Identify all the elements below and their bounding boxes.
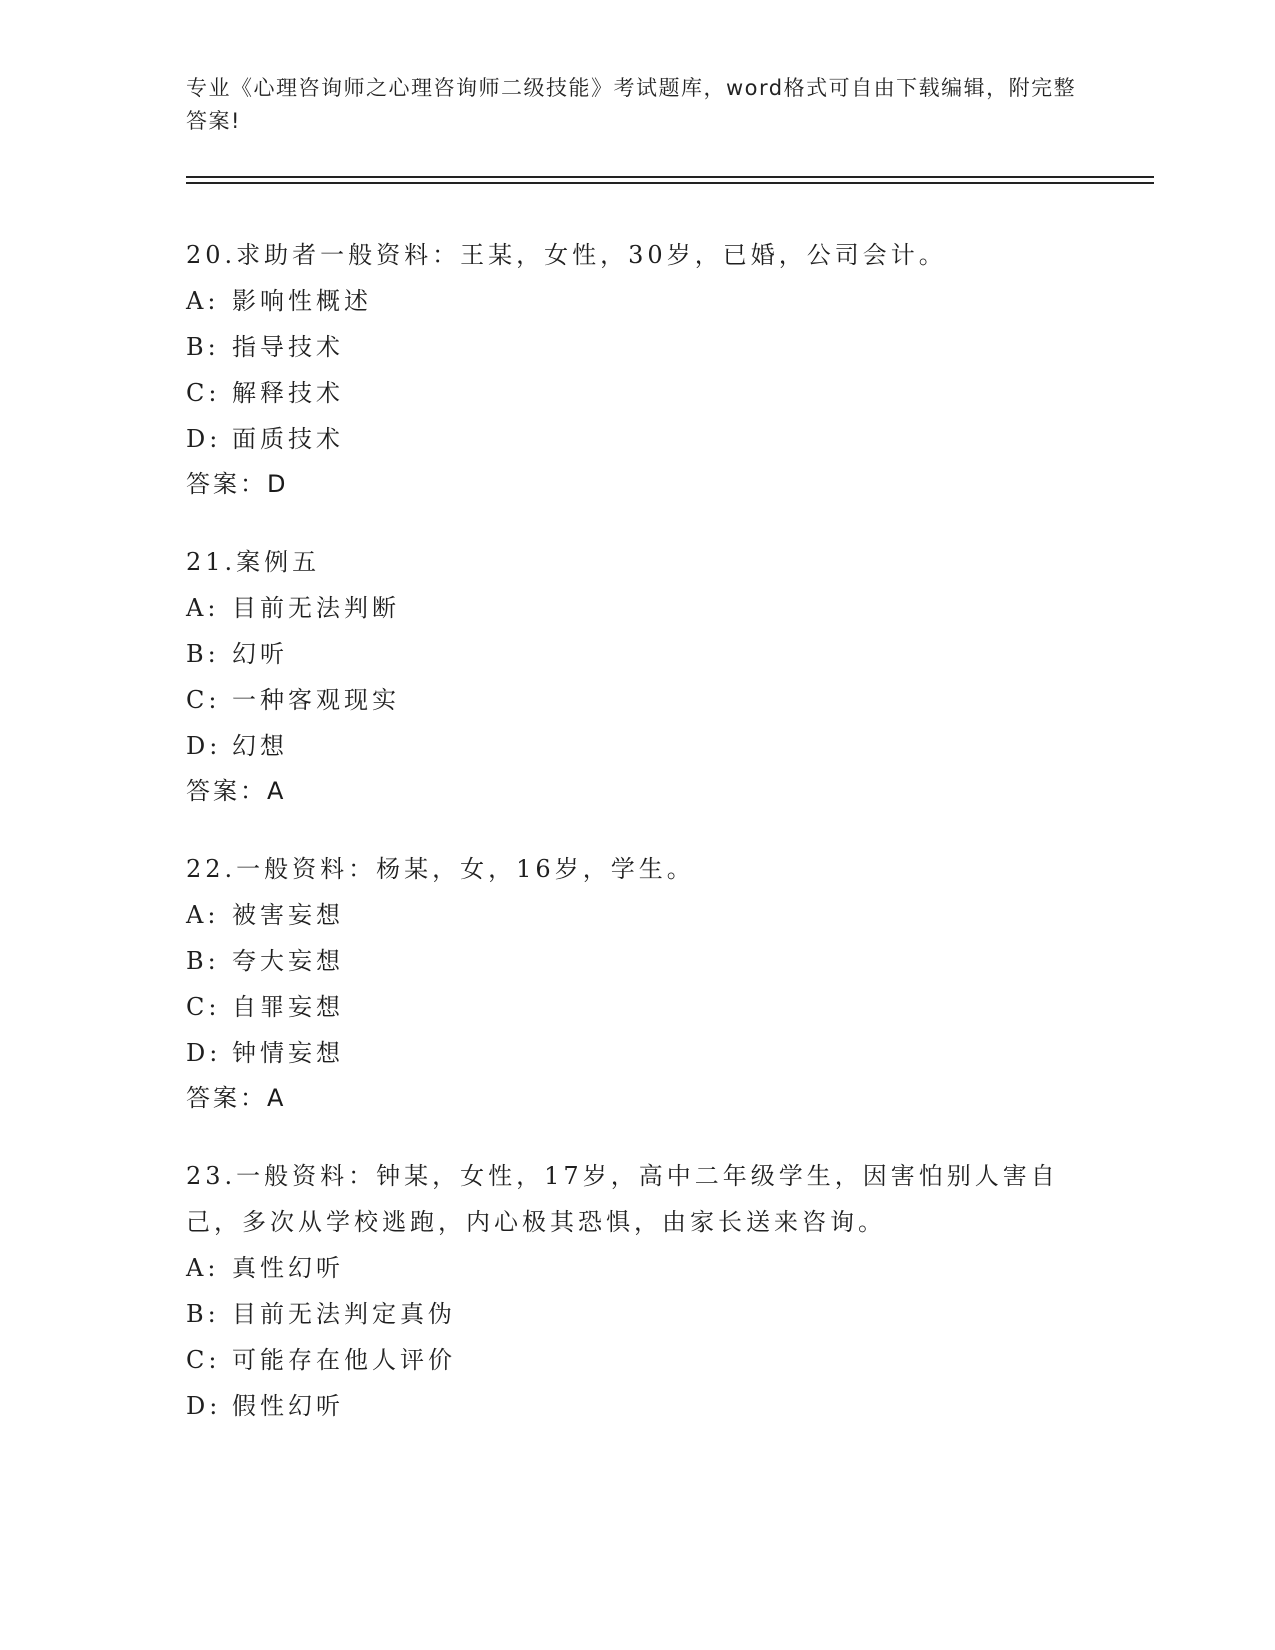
option-b xyxy=(186,324,1086,370)
option-letter: A: xyxy=(186,901,220,929)
option-text: 自罪妄想 xyxy=(232,993,344,1021)
question-stem: 21.案例五 xyxy=(186,548,321,576)
option-letter: C: xyxy=(186,993,221,1021)
option-c xyxy=(186,370,1086,416)
option-text: 钟情妄想 xyxy=(232,1039,344,1067)
option-letter: C: xyxy=(186,686,221,714)
option-letter: C: xyxy=(186,379,221,407)
option-letter: C: xyxy=(186,1346,221,1374)
option-text: 幻想 xyxy=(232,732,288,760)
option-text: 真性幻听 xyxy=(232,1254,344,1282)
option-b xyxy=(186,631,1086,677)
question-stem: 20.求助者一般资料：王某，女性，30岁，已婚，公司会计。 xyxy=(186,241,947,269)
question-list xyxy=(186,232,1086,1462)
option-letter: D: xyxy=(186,1039,222,1067)
option-text: 指导技术 xyxy=(232,333,344,361)
option-letter: B: xyxy=(186,640,220,668)
option-text: 夸大妄想 xyxy=(232,947,344,975)
option-text: 幻听 xyxy=(232,640,288,668)
option-c xyxy=(186,984,1086,1030)
option-letter: B: xyxy=(186,333,220,361)
option-c xyxy=(186,1337,1086,1383)
option-d xyxy=(186,723,1086,769)
option-letter: A: xyxy=(186,1254,220,1282)
option-letter: B: xyxy=(186,947,220,975)
option-text: 影响性概述 xyxy=(232,287,372,315)
option-text: 面质技术 xyxy=(232,425,344,453)
question-23 xyxy=(186,1153,1086,1429)
option-d xyxy=(186,416,1086,462)
question-21 xyxy=(186,539,1086,813)
option-b xyxy=(186,1291,1086,1337)
question-stem: 23.一般资料：钟某，女性，17岁，高中二年级学生，因害怕别人害自己，多次从学校逃跑，内心极其恐惧，由家长送来咨询。 xyxy=(186,1162,1059,1236)
option-letter: A: xyxy=(186,287,220,315)
option-text: 解释技术 xyxy=(232,379,344,407)
option-a xyxy=(186,892,1086,938)
question-22 xyxy=(186,846,1086,1120)
header-divider-top xyxy=(186,176,1154,178)
option-text: 目前无法判断 xyxy=(232,594,400,622)
option-text: 目前无法判定真伪 xyxy=(232,1300,456,1328)
option-b xyxy=(186,938,1086,984)
answer-line: 答案：A xyxy=(186,1084,287,1112)
answer-line: 答案：D xyxy=(186,470,289,498)
option-letter: A: xyxy=(186,594,220,622)
document-header: 专业《心理咨询师之心理咨询师二级技能》考试题库，word格式可自由下载编辑，附完整答案! xyxy=(186,76,1077,133)
option-text: 被害妄想 xyxy=(232,901,344,929)
option-c xyxy=(186,677,1086,723)
question-stem: 22.一般资料：杨某，女，16岁，学生。 xyxy=(186,855,695,883)
answer-line: 答案：A xyxy=(186,777,287,805)
option-letter: D: xyxy=(186,732,222,760)
option-d xyxy=(186,1383,1086,1429)
option-text: 假性幻听 xyxy=(232,1392,344,1420)
question-20 xyxy=(186,232,1086,506)
option-a xyxy=(186,278,1086,324)
option-d xyxy=(186,1030,1086,1076)
option-a xyxy=(186,585,1086,631)
header-divider-bottom xyxy=(186,182,1154,184)
option-a xyxy=(186,1245,1086,1291)
option-letter: D: xyxy=(186,425,222,453)
option-letter: B: xyxy=(186,1300,220,1328)
option-text: 可能存在他人评价 xyxy=(232,1346,456,1374)
option-text: 一种客观现实 xyxy=(232,686,400,714)
option-letter: D: xyxy=(186,1392,222,1420)
